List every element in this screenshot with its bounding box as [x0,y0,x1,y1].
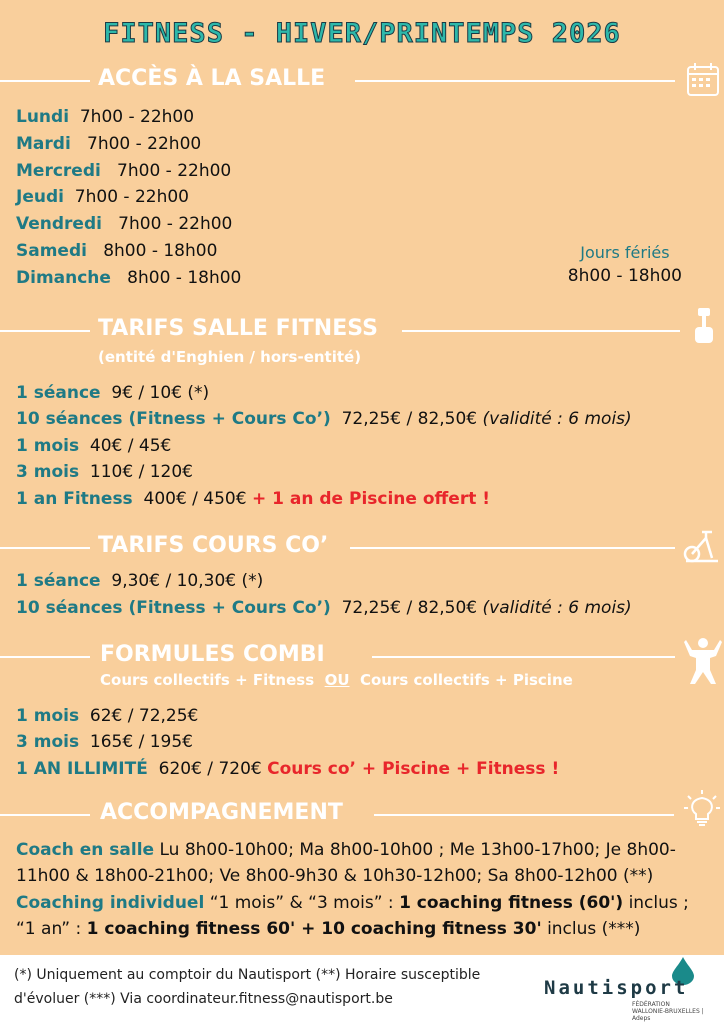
divider [0,656,90,658]
section-tarifs-salle-header [0,316,690,346]
section-heading: TARIFS SALLE FITNESS [98,316,378,341]
divider [350,547,675,549]
page-title: FITNESS - HIVER/PRINTEMPS 2026 [103,18,621,49]
calendar-icon [684,60,724,100]
hours-row: Dimanche 8h00 - 18h00 [16,268,242,288]
hours-row: Mercredi 7h00 - 22h00 [16,161,232,181]
section-heading: FORMULES COMBI [100,642,325,667]
section-accompagnement-header [0,800,690,830]
feries-hours: 8h00 - 18h00 [567,266,682,286]
coaching-paragraph: Coaching individuel “1 mois” & “3 mois” : 1 coaching fitness (60') inclus ; “1 an” : 1 coaching fitness 60' + 10 coaching fitness 30' inclus (***) [16,893,689,939]
tarif-row: 3 mois 110€ / 120€ [16,462,193,482]
section-acces-header [0,66,690,96]
tarif-row: 10 séances (Fitness + Cours Co’) 72,25€ / 82,50€ (validité : 6 mois) [16,409,632,429]
section-tarifs-cours-header [0,533,690,563]
divider [0,814,90,816]
divider [374,814,674,816]
logo-name: Nautisport [544,977,689,999]
hours-row: Vendredi 7h00 - 22h00 [16,214,233,234]
footer-note: (*) Uniquement au comptoir du Nautisport (**) Horaire susceptible d'évoluer (***) Via coordinateur.fitness@nautisport.be [14,967,481,1007]
nautisport-logo [534,957,704,1021]
section-heading: ACCOMPAGNEMENT [100,800,343,825]
tarif-row: 1 an Fitness 400€ / 450€ + 1 an de Piscine offert ! [16,489,491,509]
section-subheading: (entité d'Enghien / hors-entité) [98,348,362,366]
exercise-bike-icon [682,524,722,564]
tarif-row: 1 séance 9,30€ / 10,30€ (*) [16,571,264,591]
hours-row: Samedi 8h00 - 18h00 [16,241,218,261]
divider [0,330,90,332]
logo-federation: FÉDÉRATION WALLONIE-BRUXELLES | Adeps [632,1001,704,1022]
jours-feries [568,243,682,286]
divider [372,656,675,658]
tarif-row: 1 mois 62€ / 72,25€ [16,706,199,726]
hours-row: Mardi 7h00 - 22h00 [16,134,202,154]
tarif-row: 1 mois 40€ / 45€ [16,436,172,456]
dumbbell-icon [684,306,724,346]
footer [0,955,724,1024]
tarif-row: 1 séance 9€ / 10€ (*) [16,383,210,403]
tarif-row: 1 AN ILLIMITÉ 620€ / 720€ Cours co’ + Piscine + Fitness ! [16,759,560,779]
divider [402,330,680,332]
hours-row: Jeudi 7h00 - 22h00 [16,187,189,207]
section-heading: TARIFS COURS CO’ [98,533,329,558]
hours-row: Lundi 7h00 - 22h00 [16,107,195,127]
athlete-icon [684,636,722,688]
tarif-row: 10 séances (Fitness + Cours Co’) 72,25€ / 82,50€ (validité : 6 mois) [16,598,632,618]
section-heading: ACCÈS À LA SALLE [98,66,326,91]
lightbulb-icon [682,788,722,828]
coach-paragraph: Coach en salle Lu 8h00-10h00; Ma 8h00-10h00 ; Me 13h00-17h00; Je 8h00-11h00 & 18h00-21h00; Ve 8h00-9h30 & 10h30-12h00; Sa 8h00-12h00 (**) [16,840,676,886]
section-formules-header [0,642,690,672]
tarif-row: 3 mois 165€ / 195€ [16,732,193,752]
divider [0,80,90,82]
divider [355,80,675,82]
feries-label: Jours fériés [580,243,670,262]
divider [0,547,90,549]
formules-subheading: Cours collectifs + Fitness OU Cours collectifs + Piscine [100,671,573,689]
